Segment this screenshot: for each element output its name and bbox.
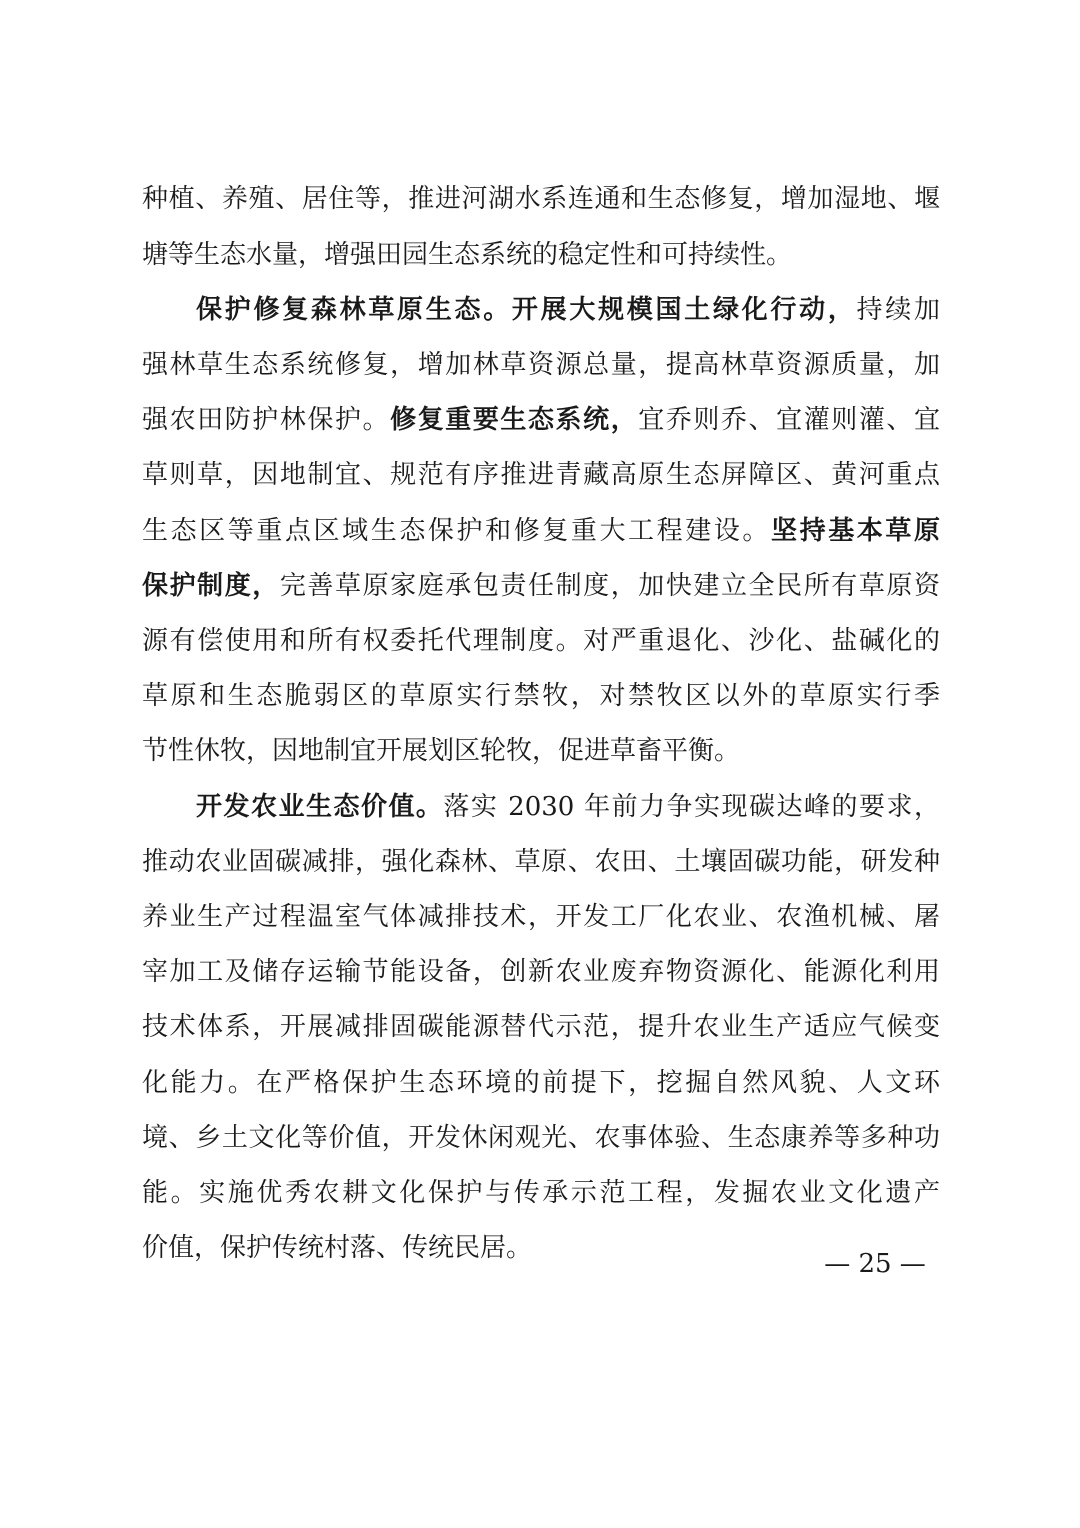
text-line xyxy=(142,455,940,495)
text-line xyxy=(142,235,940,275)
paragraph-heading-line xyxy=(196,290,940,330)
text-segment: 持续加 xyxy=(856,295,940,325)
text-line xyxy=(142,179,940,219)
text-segment: 塘等生态水量，增强田园生态系统的稳定性和可持续性。 xyxy=(142,240,793,270)
bold-heading: 开发农业生态价值。 xyxy=(196,792,444,822)
text-segment: 生态区等重点区域生态保护和修复重大工程建设。 xyxy=(142,516,772,546)
page-number: — 25 — xyxy=(824,1249,926,1279)
bold-heading: 保护制度， xyxy=(142,571,280,601)
text-segment: 草则草，因地制宜、规范有序推进青藏高原生态屏障区、黄河重点 xyxy=(142,460,940,490)
text-segment: 强林草生态系统修复，增加林草资源总量，提高林草资源质量，加 xyxy=(142,350,940,380)
text-segment: 宜乔则乔、宜灌则灌、宜 xyxy=(638,405,940,435)
text-segment: 草原和生态脆弱区的草原实行禁牧，对禁牧区以外的草原实行季 xyxy=(142,681,940,711)
text-line xyxy=(142,400,940,440)
text-segment: 宰加工及储存运输节能设备，创新农业废弃物资源化、能源化利用 xyxy=(142,957,940,987)
text-line xyxy=(142,566,940,606)
text-segment: 推动农业固碳减排，强化森林、草原、农田、土壤固碳功能，研发种 xyxy=(142,847,940,877)
text-line xyxy=(142,621,940,661)
text-segment: 技术体系，开展减排固碳能源替代示范，提升农业生产适应气候变 xyxy=(142,1012,940,1042)
text-segment: 落实 2030 年前力争实现碳达峰的要求， xyxy=(443,792,940,822)
text-line xyxy=(142,1118,940,1158)
text-line xyxy=(142,511,940,551)
bold-heading: 坚持基本草原 xyxy=(771,516,940,546)
text-segment: 价值，保护传统村落、传统民居。 xyxy=(142,1233,533,1263)
text-line xyxy=(142,1007,940,1047)
bold-heading: 修复重要生态系统， xyxy=(390,405,639,435)
text-line xyxy=(142,345,940,385)
text-segment: 种植、养殖、居住等，推进河湖水系连通和生态修复，增加湿地、堰 xyxy=(142,184,940,214)
text-line xyxy=(142,842,940,882)
text-line xyxy=(142,897,940,937)
text-line xyxy=(142,731,940,771)
text-segment: 完善草原家庭承包责任制度，加快建立全民所有草原资 xyxy=(279,571,940,601)
text-line xyxy=(142,1173,940,1213)
bold-heading: 保护修复森林草原生态。开展大规模国土绿化行动， xyxy=(196,295,857,325)
text-segment: 强农田防护林保护。 xyxy=(142,405,391,435)
text-segment: 源有偿使用和所有权委托代理制度。对严重退化、沙化、盐碱化的 xyxy=(142,626,940,656)
text-segment: 境、乡土文化等价值，开发休闲观光、农事体验、生态康养等多种功 xyxy=(142,1123,940,1153)
text-line xyxy=(142,952,940,992)
paragraph-heading-line xyxy=(196,787,940,827)
text-segment: 节性休牧，因地制宜开展划区轮牧，促进草畜平衡。 xyxy=(142,736,741,766)
text-segment: 化能力。在严格保护生态环境的前提下，挖掘自然风貌、人文环 xyxy=(142,1068,940,1098)
text-line xyxy=(142,1063,940,1103)
text-segment: 养业生产过程温室气体减排技术，开发工厂化农业、农渔机械、屠 xyxy=(142,902,940,932)
text-line xyxy=(142,676,940,716)
text-segment: 能。实施优秀农耕文化保护与传承示范工程，发掘农业文化遗产 xyxy=(142,1178,940,1208)
